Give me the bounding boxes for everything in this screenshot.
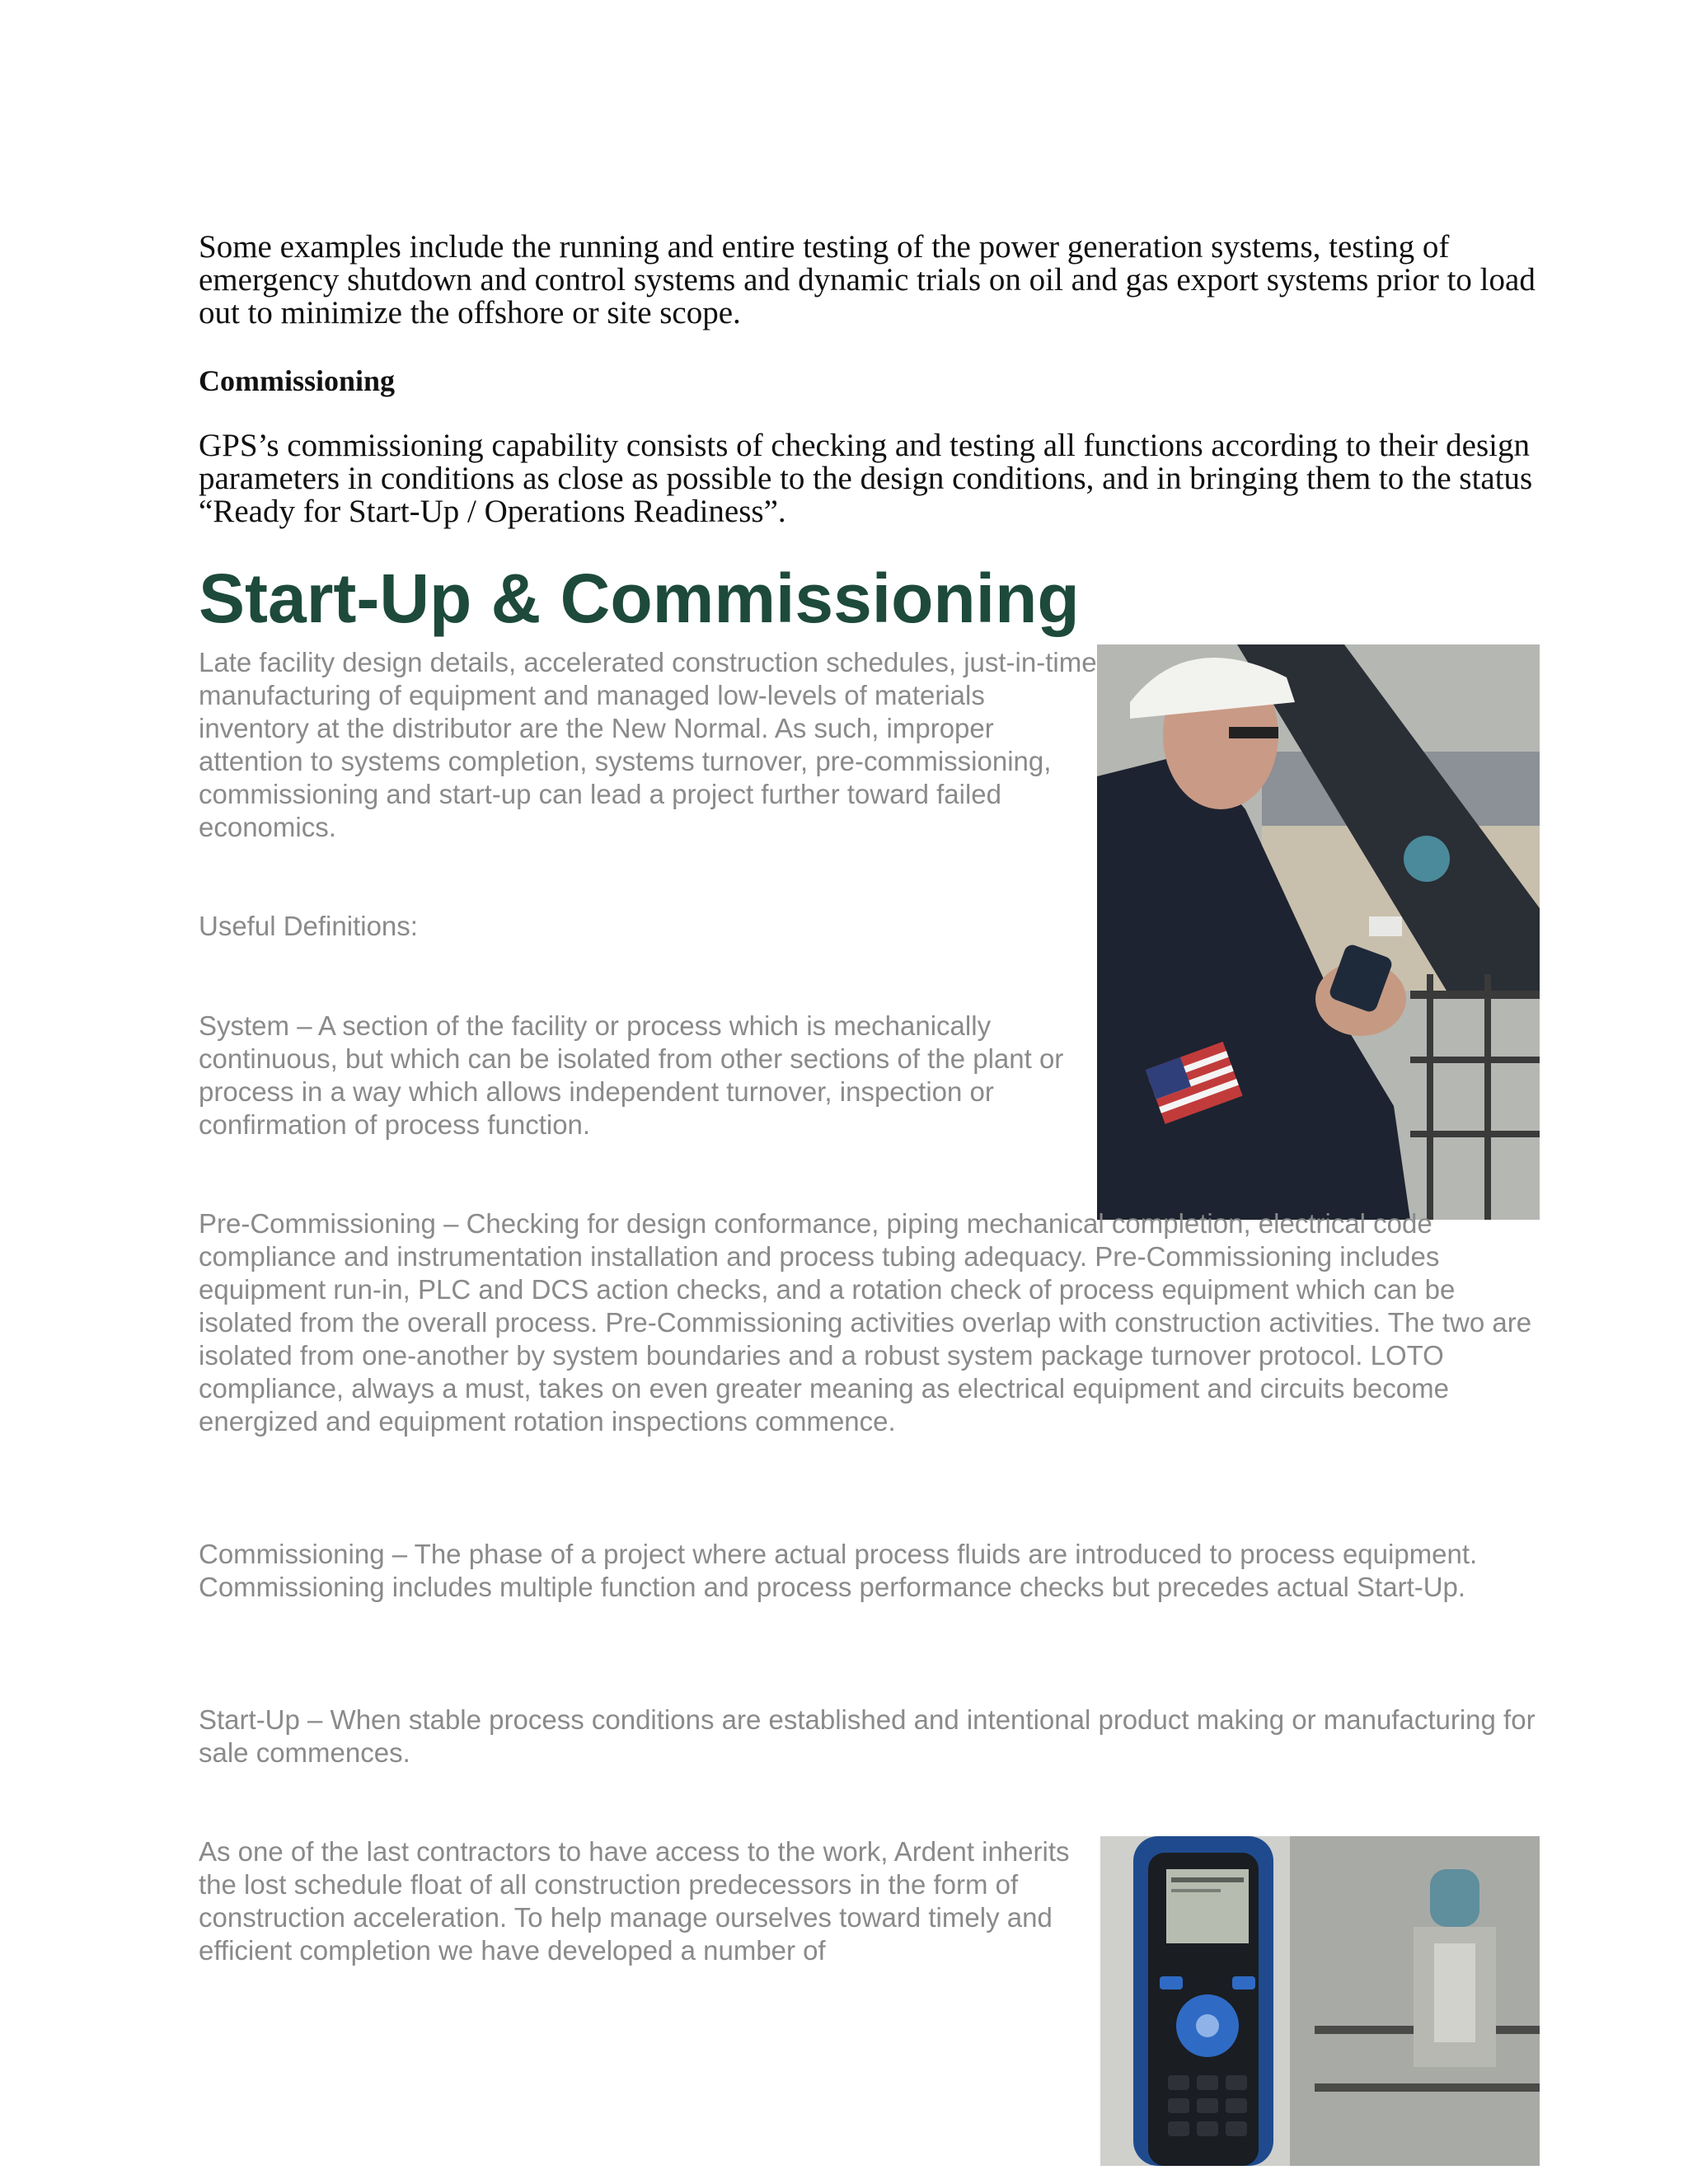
precommissioning-definition: Pre-Commissioning – Checking for design conformance, piping mechanical completion, electrical code compliance and instrumentation installation and process tubing adequacy. Pre-Commissioning includes equipment run-in, PLC and DCS action checks, and a rotation check of process equipment which can be isolated from the overall process. Pre-Commissioning activities overlap with construction activities. The two are isolated from one-another by system boundaries and a robust system package turnover protocol. LOTO compliance, always a must, takes on even greater meaning as electrical equipment and circuits become energized and equipment rotation inspections commence. — [199, 1208, 1532, 1436]
page-title: Start-Up & Commissioning — [199, 560, 1080, 637]
gps-commissioning-paragraph: GPS’s commissioning capability consists of checking and testing all functions according to their design parameters in conditions as close as possible to the design conditions, and in bringing them to the status “Ready for Start-Up / Operations Readiness”. — [199, 428, 1533, 529]
commissioning-definition: Commissioning – The phase of a project where actual process fluids are introduced to process equipment. Commissioning includes multiple function and process performance checks but precedes actual Start-Up. — [199, 1539, 1478, 1602]
ardent-paragraph: As one of the last contractors to have access to the work, Ardent inherits the lost schedule float of all construction predecessors in the form of construction acceleration. To help manage ourselves toward timely and efficient completion we have developed a number of — [199, 1836, 1070, 1966]
system-definition: System – A section of the facility or process which is mechanically continuous, but which can be isolated from other sections of the plant or process in a way which allows independent turnover, inspection or confirmation of process function. — [199, 1010, 1064, 1140]
handheld-communicator-photo — [1100, 1836, 1540, 2166]
intro-paragraph: Some examples include the running and entire testing of the power generation systems, testing of emergency shutdown and control systems and dynamic trials on oil and gas export systems prior to load out to minimize the offshore or site scope. — [199, 229, 1536, 330]
useful-definitions-label: Useful Definitions: — [199, 911, 418, 941]
late-facility-paragraph: Late facility design details, accelerated construction schedules, just-in-time manufacturing of equipment and managed low-levels of materials inventory at the distributor are the New Normal. As such, improper attention to systems completion, systems turnover, pre-commissioning, commissioning and start-up can lead a project further toward failed economics. — [199, 647, 1097, 842]
worker-with-instrument-photo — [1097, 644, 1540, 1220]
commissioning-heading: Commissioning — [199, 364, 396, 397]
startup-definition: Start-Up – When stable process conditions are established and intentional product making or manufacturing for sale commences. — [199, 1704, 1536, 1768]
